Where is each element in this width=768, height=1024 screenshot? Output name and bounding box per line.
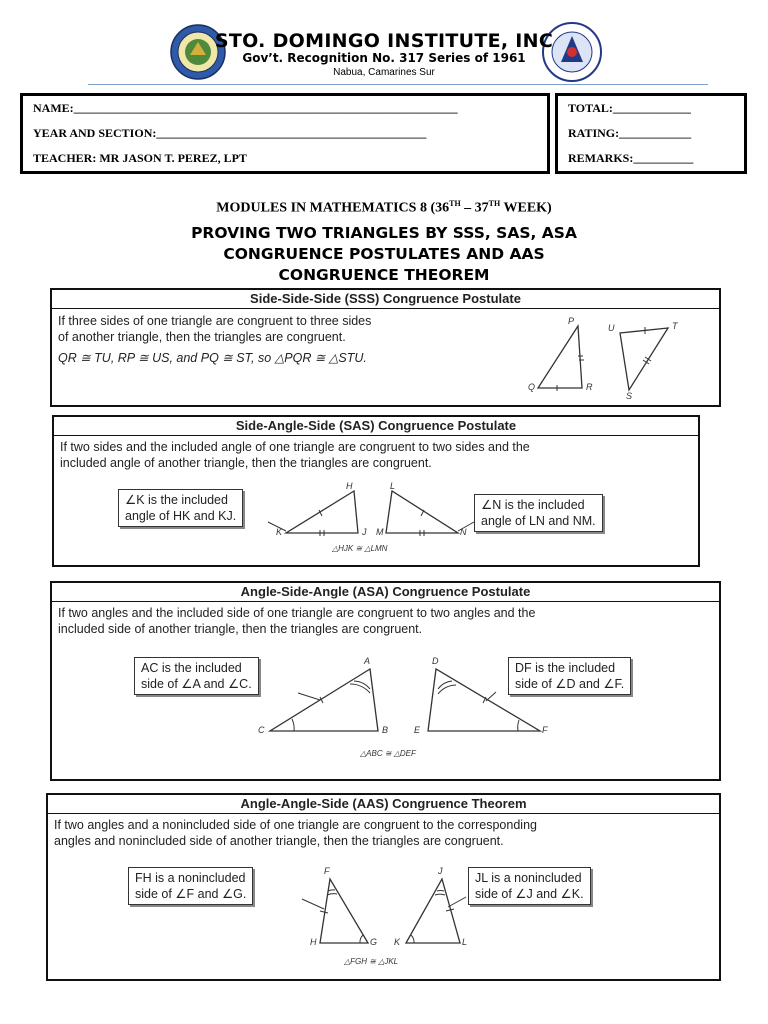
- asa-note-right: DF is the included side of ∠D and ∠F.: [508, 657, 631, 695]
- sas-note-right: ∠N is the included angle of LN and NM.: [474, 494, 603, 532]
- asa-text: If two angles and the included side of one triangle are congruent to two angles and the included side of another triangle, then the triangles are congruent.: [58, 606, 536, 636]
- sas-caption: △HJK ≅ △LMN: [332, 544, 388, 553]
- rating-field[interactable]: RATING:____________: [568, 126, 692, 140]
- vertex-label-n: N: [460, 527, 467, 537]
- name-field[interactable]: NAME:________________________________________________________________: [33, 101, 458, 115]
- sss-postulate-card: [50, 288, 721, 407]
- triangle-lmn: [386, 491, 458, 533]
- vertex-label-l: L: [390, 481, 396, 491]
- sas-heading: Side-Angle-Side (SAS) Congruence Postulate: [54, 417, 698, 436]
- grading-box: [555, 93, 747, 174]
- school-name: STO. DOMINGO INSTITUTE, INC: [214, 30, 554, 52]
- vertex-label-f2: F: [324, 866, 330, 876]
- vertex-label-b: B: [382, 725, 389, 735]
- sss-text: If three sides of one triangle are congruent to three sides of another triangle, then the triangles are congruent. QR ≅ TU, RP ≅ US, and PQ ≅ ST, so △PQR ≅ △STU.: [58, 314, 372, 365]
- aas-text: If two angles and a nonincluded side of one triangle are congruent to the corresponding angles and nonincluded side of another triangle, then the triangles are congruent.: [54, 818, 537, 848]
- aas-heading: Angle-Angle-Side (AAS) Congruence Theorem: [48, 795, 719, 814]
- asa-note-left: AC is the included side of ∠A and ∠C.: [134, 657, 259, 695]
- sss-statement: QR ≅ TU, RP ≅ US, and PQ ≅ ST, so △PQR ≅ △STU.: [58, 351, 367, 365]
- lesson-title-line1: PROVING TWO TRIANGLES BY SSS, SAS, ASA: [191, 224, 577, 242]
- module-title: MODULES IN MATHEMATICS 8 (36TH – 37TH WEEK): [216, 199, 552, 216]
- vertex-label-s: S: [626, 391, 633, 401]
- teacher-field: TEACHER: MR JASON T. PEREZ, LPT: [33, 151, 247, 165]
- asa-caption: △ABC ≅ △DEF: [360, 749, 416, 758]
- vertex-label-h: H: [346, 481, 353, 491]
- aas-note-right: JL is a nonincluded side of ∠J and ∠K.: [468, 867, 591, 905]
- vertex-label-t: T: [672, 321, 678, 331]
- sas-note-left: ∠K is the included angle of HK and KJ.: [118, 489, 243, 527]
- vertex-label-k2: K: [394, 937, 401, 947]
- triangle-fgh: [320, 879, 368, 943]
- asa-postulate-card: [50, 581, 721, 781]
- aas-caption: △FGH ≅ △JKL: [344, 957, 399, 966]
- asa-heading: Angle-Side-Angle (ASA) Congruence Postulate: [52, 583, 719, 602]
- vertex-label-l2: L: [462, 937, 468, 947]
- lesson-title-line2: CONGRUENCE POSTULATES AND AAS: [223, 245, 545, 263]
- government-recognition: Gov’t. Recognition No. 317 Series of 1961: [242, 51, 526, 65]
- aas-theorem-card: [46, 793, 721, 981]
- vertex-label-h2: H: [310, 937, 317, 947]
- vertex-label-k: K: [276, 527, 283, 537]
- vertex-label-p: P: [568, 316, 575, 326]
- vertex-label-j2: J: [438, 866, 443, 876]
- triangle-abc: [270, 669, 378, 731]
- header-divider: [88, 84, 708, 85]
- vertex-label-a: A: [364, 656, 371, 666]
- sas-postulate-card: [52, 415, 700, 567]
- triangle-jkl: [406, 879, 460, 943]
- aas-note-left: FH is a nonincluded side of ∠F and ∠G.: [128, 867, 253, 905]
- vertex-label-e: E: [414, 725, 421, 735]
- vertex-label-j: J: [362, 527, 367, 537]
- vertex-label-q: Q: [528, 382, 536, 392]
- lesson-title-line3: CONGRUENCE THEOREM: [278, 266, 490, 284]
- total-field[interactable]: TOTAL:_____________: [568, 101, 691, 115]
- vertex-label-f: F: [542, 725, 548, 735]
- vertex-label-m: M: [376, 527, 384, 537]
- vertex-label-d: D: [432, 656, 439, 666]
- year-section-field[interactable]: YEAR AND SECTION:_____________________________________________: [33, 126, 427, 140]
- triangle-hjk: [286, 491, 358, 533]
- triangle-pqr: [538, 326, 582, 388]
- vertex-label-c: C: [258, 725, 265, 735]
- sss-diagram: [52, 290, 719, 405]
- sss-heading: Side-Side-Side (SSS) Congruence Postulate: [52, 290, 719, 309]
- school-address: Nabua, Camarines Sur: [333, 67, 435, 78]
- vertex-label-u: U: [608, 323, 615, 333]
- student-info-box: [20, 93, 550, 174]
- triangle-stu: [620, 328, 668, 390]
- vertex-label-r: R: [586, 382, 593, 392]
- remarks-field[interactable]: REMARKS:__________: [568, 151, 694, 165]
- sas-text: If two sides and the included angle of one triangle are congruent to two sides and the included angle of another triangle, then the triangles are congruent.: [60, 440, 530, 470]
- vertex-label-g: G: [370, 937, 378, 947]
